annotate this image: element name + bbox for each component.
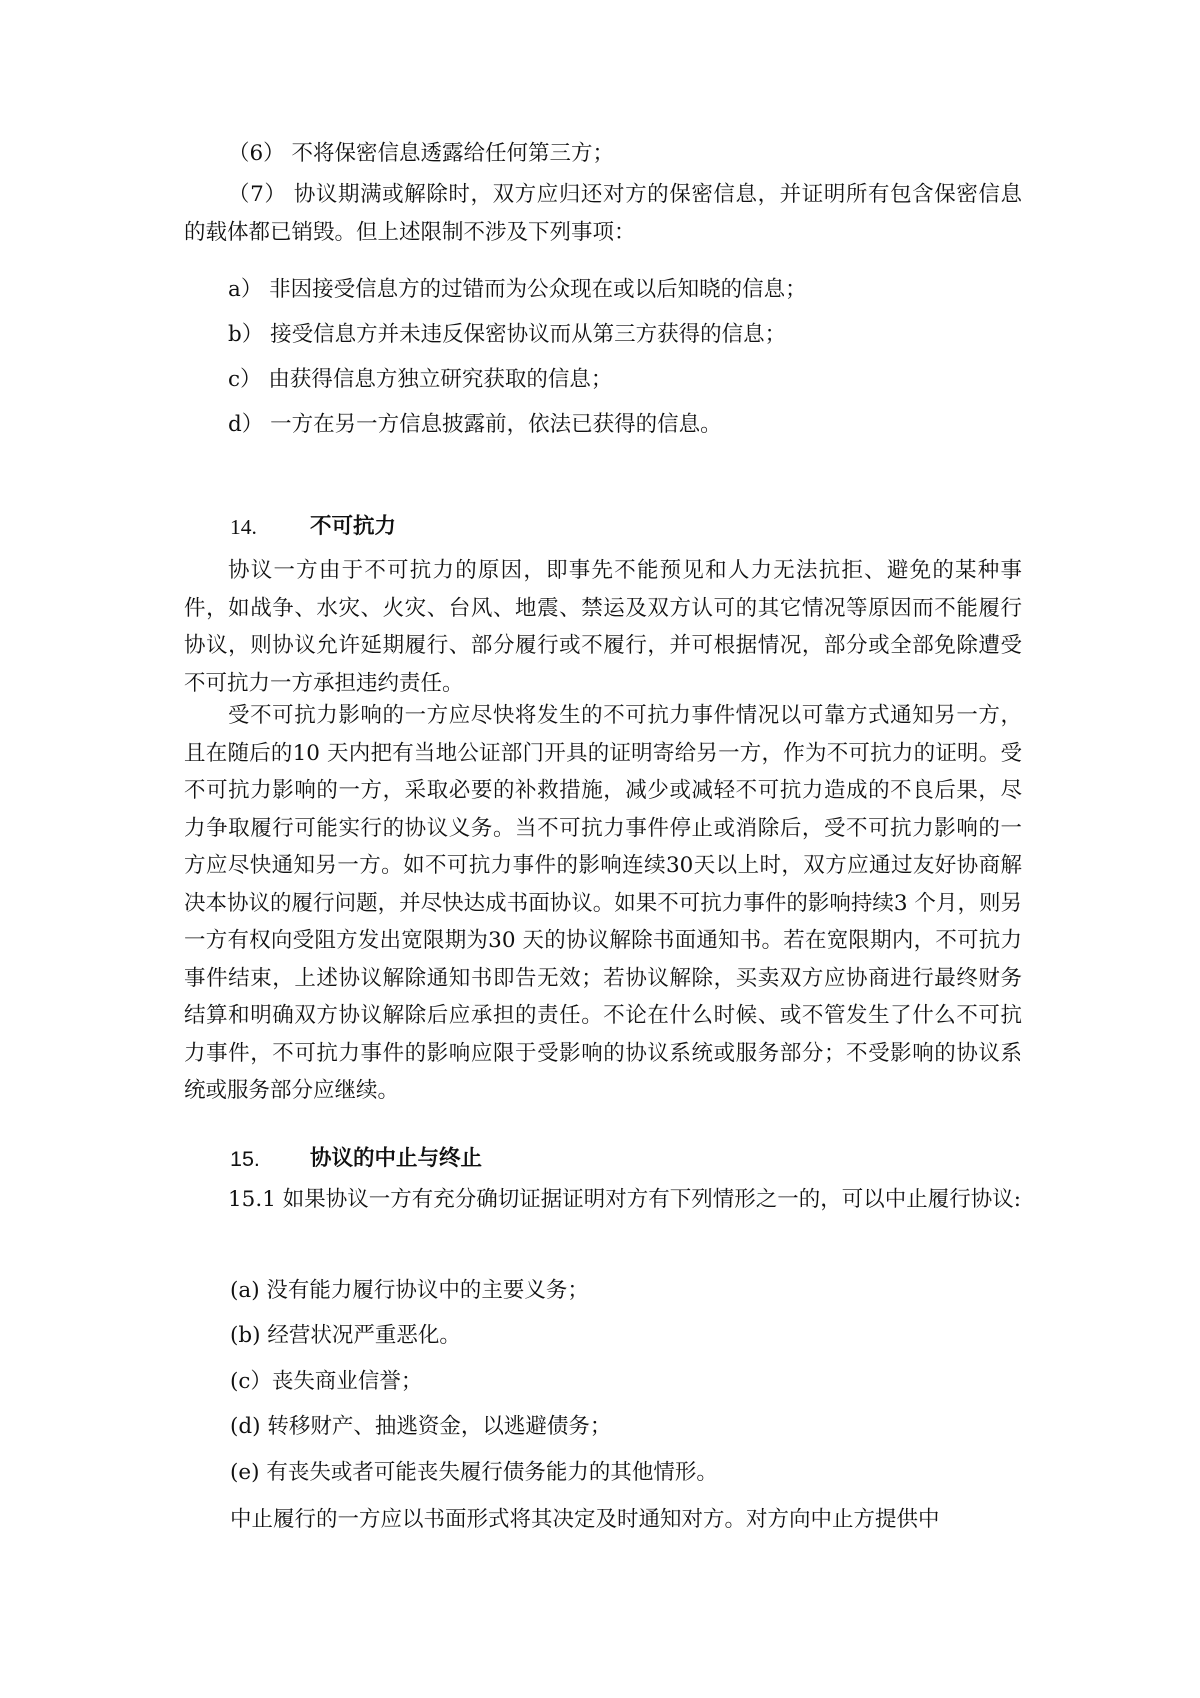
section-15-number: 15. xyxy=(230,1147,260,1171)
clause-item-6: （6） 不将保密信息透露给任何第三方； xyxy=(228,141,615,166)
section-14-title: 不可抗力 xyxy=(310,514,397,539)
suspension-item-a: (a) 没有能力履行协议中的主要义务； xyxy=(230,1278,589,1303)
suspension-item-e: (e) 有丧失或者可能丧失履行债务能力的其他情形。 xyxy=(230,1460,718,1485)
exception-item-d: d） 一方在另一方信息披露前，依法已获得的信息。 xyxy=(228,412,722,437)
section-15-title: 协议的中止与终止 xyxy=(310,1146,483,1171)
exception-item-c: c） 由获得信息方独立研究获取的信息； xyxy=(228,367,613,392)
clause-15-1: 15.1 如果协议一方有充分确切证据证明对方有下列情形之一的，可以中止履行协议: xyxy=(228,1187,1021,1212)
suspension-item-b: (b) 经营状况严重恶化。 xyxy=(230,1323,461,1348)
section-14-paragraph-2: 受不可抗力影响的一方应尽快将发生的不可抗力事件情况以可靠方式通知另一方，且在随后的10 天内把有当地公证部门开具的证明寄给另一方，作为不可抗力的证明。受不可抗力影响的一方，采取必要的补救措施，减少或减轻不可抗力造成的不良后果，尽力争取履行可能实行的协议义务。当不可抗力事件停止或消除后，受不可抗力影响的一方应尽快通知另一方。如不可抗力事件的影响连续30天以上时，双方应通过友好协商解决本协议的履行问题，并尽快达成书面协议。如果不可抗力事件的影响持续3 个月，则另一方有权向受阻方发出宽限期为30 天的协议解除书面通知书。若在宽限期内，不可抗力事件结束，上述协议解除通知书即告无效；若协议解除，买卖双方应协商进行最终财务结算和明确双方协议解除后应承担的责任。不论在什么时候、或不管发生了什么不可抗力事件，不可抗力事件的影响应限于受影响的协议系统或服务部分；不受影响的协议系统或服务部分应继续。 xyxy=(184,703,1022,1103)
exception-item-b: b） 接受信息方并未违反保密协议而从第三方获得的信息； xyxy=(228,322,787,347)
clause-item-7: （7） 协议期满或解除时，双方应归还对方的保密信息，并证明所有包含保密信息的载体都已销毁。但上述限制不涉及下列事项： xyxy=(184,182,1022,245)
suspension-item-c: (c）丧失商业信誉； xyxy=(230,1369,423,1394)
closing-paragraph: 中止履行的一方应以书面形式将其决定及时通知对方。对方向中止方提供中 xyxy=(230,1507,940,1532)
section-14-paragraph-1: 协议一方由于不可抗力的原因，即事先不能预见和人力无法抗拒、避免的某种事件，如战争、水灾、火灾、台风、地震、禁运及双方认可的其它情况等原因而不能履行协议，则协议允许延期履行、部分履行或不履行，并可根据情况，部分或全部免除遭受不可抗力一方承担违约责任。 xyxy=(184,558,1022,696)
suspension-item-d: (d) 转移财产、抽逃资金，以逃避债务； xyxy=(230,1414,612,1439)
exception-item-a: a） 非因接受信息方的过错而为公众现在或以后知晓的信息； xyxy=(228,277,807,302)
section-14-number: 14. xyxy=(230,515,257,539)
